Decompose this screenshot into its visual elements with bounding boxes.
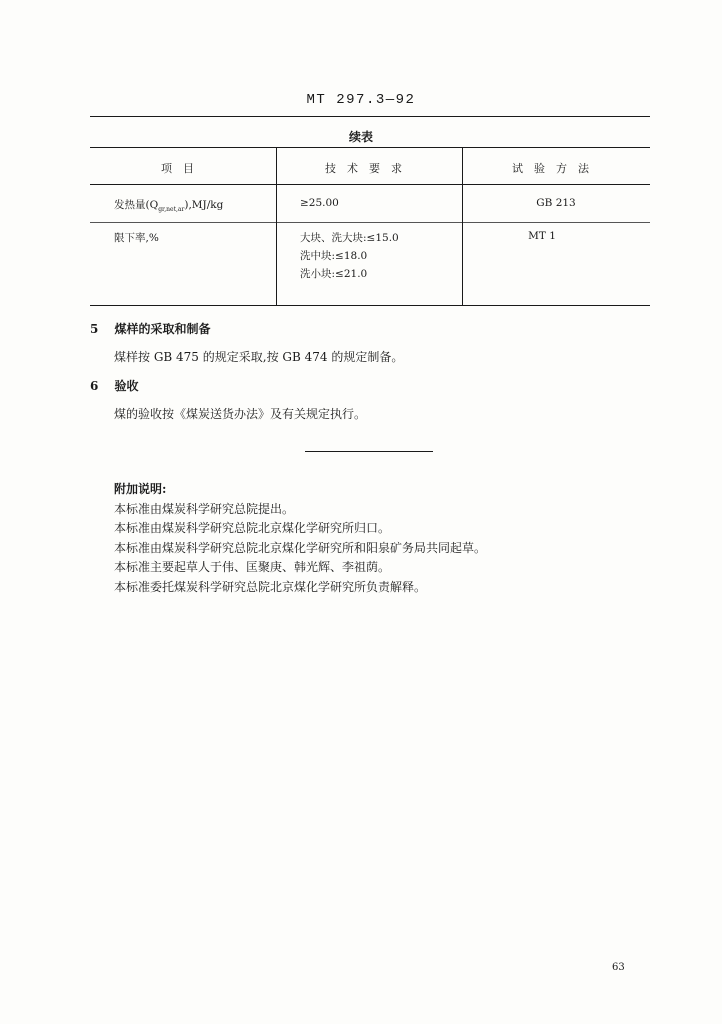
section-heading <box>90 377 139 394</box>
note-line: 本标准由煤炭科学研究总院北京煤化学研究所和阳泉矿务局共同起草。 <box>114 540 487 555</box>
column-header-requirements: 技术要求 <box>325 162 413 175</box>
row-item-label: 限下率,% <box>114 232 159 244</box>
note-line: 本标准由煤炭科学研究总院北京煤化学研究所归口。 <box>114 521 391 535</box>
page-number: 63 <box>612 962 625 973</box>
column-header-method: 试验方法 <box>512 162 600 175</box>
table-top-rule <box>90 147 650 148</box>
row-item-subscript: gr,net,ar <box>158 206 185 214</box>
section-number: 6 <box>90 379 99 393</box>
row-requirement: 洗小块:≤21.0 <box>300 268 368 280</box>
section-text: 煤样按 GB 475 的规定采取,按 GB 474 的规定制备。 <box>114 350 404 364</box>
table-row <box>114 197 223 213</box>
notes-label: 附加说明: <box>114 482 167 496</box>
section-heading <box>90 320 211 337</box>
table-bottom-rule <box>90 305 650 306</box>
end-of-text-rule <box>305 451 433 452</box>
row-method: GB 213 <box>536 197 576 209</box>
section-title: 煤样的采取和制备 <box>114 322 211 336</box>
header-rule <box>90 116 650 117</box>
note-line: 本标准委托煤炭科学研究总院北京煤化学研究所负责解释。 <box>114 579 427 594</box>
row-requirement: 洗中块:≤18.0 <box>300 250 368 262</box>
row-item-label: 发热量(Q <box>114 199 159 211</box>
table-row-rule <box>90 222 650 223</box>
row-requirement: ≥25.00 <box>300 197 339 209</box>
section-title: 验收 <box>114 379 139 393</box>
row-item-unit: ),MJ/kg <box>184 199 224 211</box>
row-method: MT 1 <box>528 230 556 242</box>
section-number: 5 <box>90 322 99 336</box>
table-caption: 续表 <box>348 130 373 144</box>
table-header-rule <box>90 184 650 185</box>
note-line: 本标准主要起草人于伟、匡聚庚、韩光辉、李祖荫。 <box>114 560 391 574</box>
additional-notes <box>114 480 486 597</box>
row-requirement: 大块、洗大块:≤15.0 <box>300 232 399 244</box>
standard-code-header: MT 297.3—92 <box>306 92 416 108</box>
column-header-item: 项目 <box>161 162 205 175</box>
section-text: 煤的验收按《煤炭送货办法》及有关规定执行。 <box>114 407 367 421</box>
note-line: 本标准由煤炭科学研究总院提出。 <box>114 501 295 516</box>
